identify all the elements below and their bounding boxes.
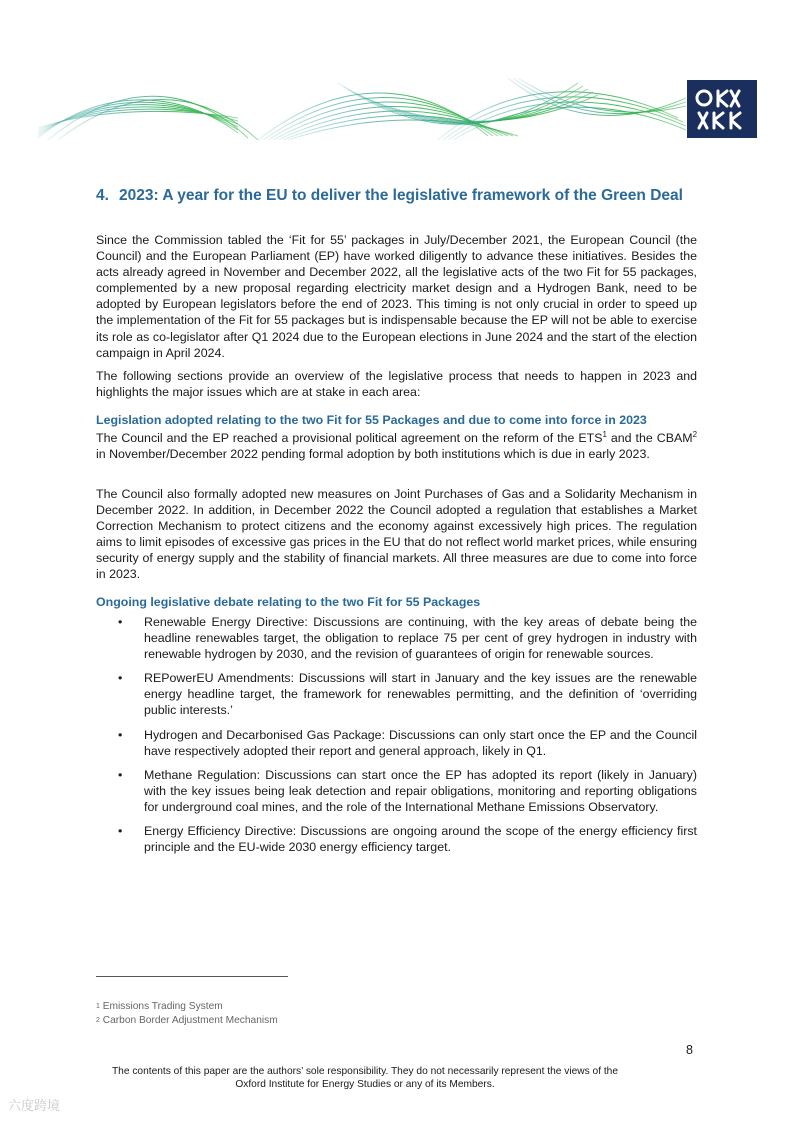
footnote-ref-2: 2 [692, 429, 698, 439]
section-title [96, 186, 706, 206]
footnote-text: Emissions Trading System [99, 1001, 223, 1012]
list-item [96, 823, 697, 855]
ets-text: The Council and the EP reached a provisional political agreement on the reform of the ETS [96, 431, 603, 445]
section-title-text: 2023: A year for the EU to deliver the legislative framework of the Green Deal [119, 187, 683, 204]
footnote-2 [96, 1014, 278, 1028]
ets-cbam-paragraph [96, 430, 697, 462]
footnote-number: 1 [96, 1003, 100, 1010]
list-item [96, 767, 697, 815]
footnotes [96, 1000, 278, 1028]
bullet-icon: • [118, 615, 123, 629]
footnote-ref-1: 1 [602, 429, 607, 439]
list-item [96, 614, 697, 662]
bullet-text: Methane Regulation: Discussions can start once the EP has adopted its report (likely in January) with the key issues being leak detection and repair obligations, monitoring and reporting obligations for underground coal mines, and the role of the International Methane Emissions Observatory. [144, 767, 697, 814]
bullet-icon: • [118, 824, 123, 839]
bullet-text: Hydrogen and Decarbonised Gas Package: Discussions can only start once the EP and the Council have respectively adopted their report and general approach, likely in Q1. [144, 727, 697, 758]
bullet-text: Renewable Energy Directive: Discussions are continuing, with the key areas of debate being the headline renewables target, the obligation to replace 75 per cent of grey hydrogen in industry with renewable hydrogen by 2030, and the revision of guarantees of origin for renewable sources. [144, 615, 697, 662]
footnote-1 [96, 1000, 278, 1014]
footer-disclaimer: The contents of this paper are the authors’ sole responsibility. They do not necessarily represent the views of the Oxford Institute for Energy Studies or any of its Members. [111, 1066, 619, 1090]
bullet-text: REPowerEU Amendments: Discussions will start in January and the key issues are the renewable energy headline target, the framework for renewables permitting, and the definition of ‘overriding public interests.’ [144, 671, 697, 718]
section-number: 4. [96, 187, 109, 204]
subheading-adopted: Legislation adopted relating to the two Fit for 55 Packages and due to come into force in 2023 [96, 413, 647, 427]
intro-paragraph: Since the Commission tabled the ‘Fit for 55’ packages in July/December 2021, the European Council (the Council) and the European Parliament (EP) have worked diligently to advance these initiatives. Besides the acts already agreed in November and December 2022, all the legislative acts of the two Fit for 55 packages, complemented by a new proposal regarding electricity market design and a Hydrogen Bank, need to be adopted by European legislators before the end of 2023. This timing is not only crucial in order to speed up the implementation of the Fit for 55 packages but is indispensable because the EP will not be able to exercise its role as co-legislator after Q1 2024 due to the European elections in June 2024 and the start of the election campaign in April 2024. [96, 233, 697, 360]
footnote-divider [96, 976, 288, 977]
bullet-icon: • [118, 727, 123, 742]
bullet-text: Energy Efficiency Directive: Discussions are ongoing around the scope of the energy efficiency first principle and the EU-wide 2030 energy efficiency target. [144, 824, 697, 855]
footnote-text: Carbon Border Adjustment Mechanism [99, 1015, 278, 1026]
list-item [96, 670, 697, 718]
oxford-institute-logo [687, 80, 757, 138]
adoption-text: in November/December 2022 pending formal adoption by both institutions which is due in early 2023. [96, 447, 650, 462]
cbam-text: and the CBAM [606, 431, 693, 445]
logo-mark-icon [687, 80, 757, 138]
bullet-icon: • [118, 671, 123, 686]
bullet-icon: • [118, 767, 123, 782]
watermark: 六度跨境 [8, 1098, 61, 1113]
footnote-number: 2 [96, 1017, 100, 1024]
page-number: 8 [686, 1043, 693, 1057]
overview-paragraph: The following sections provide an overview of the legislative process that needs to happen in 2023 and highlights the major issues which are at stake in each area: [96, 369, 697, 400]
debate-bullet-list [96, 614, 697, 855]
header-banner [38, 78, 758, 140]
list-item [96, 727, 697, 759]
gas-measures-paragraph: The Council also formally adopted new measures on Joint Purchases of Gas and a Solidarity Mechanism in December 2022. In addition, in December 2022 the Council adopted a regulation that establishes a Market Correction Mechanism to protect citizens and the economy against excessively high prices. The regulation aims to limit episodes of excessive gas prices in the EU that do not reflect world market prices, while ensuring security of energy supply and the stability of financial markets. All three measures are due to come into force in 2023. [96, 487, 697, 582]
subheading-ongoing: Ongoing legislative debate relating to the two Fit for 55 Packages [96, 595, 481, 609]
wave-pattern-graphic [38, 78, 686, 140]
